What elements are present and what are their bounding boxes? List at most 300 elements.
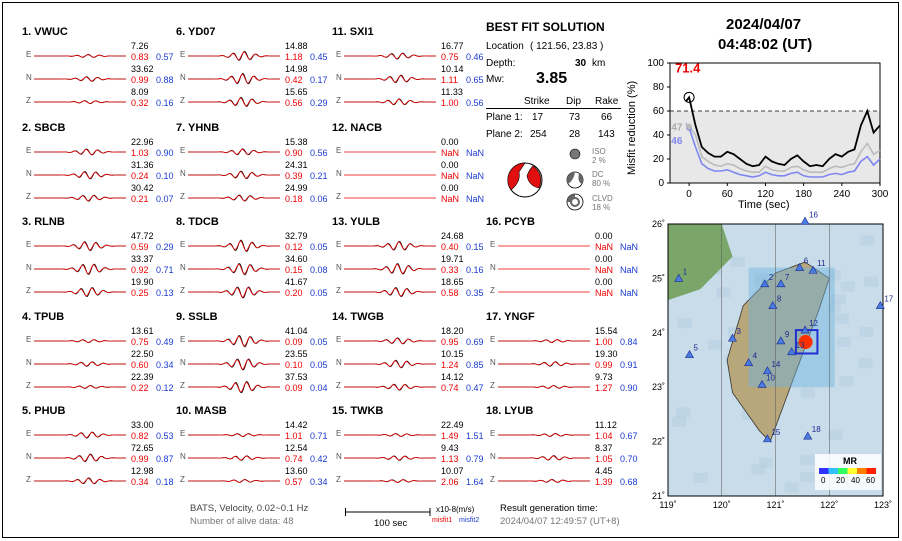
trace-row — [26, 87, 174, 112]
component-label: N — [336, 452, 342, 461]
waveform-trace — [188, 380, 280, 394]
misfit2-value: 0.68 — [620, 477, 638, 487]
colorbar-segment — [857, 468, 867, 474]
time-scale-bar — [345, 508, 431, 516]
component-label: E — [26, 50, 32, 59]
misfit1-value: 2.06 — [441, 477, 459, 487]
y-tick-label: 60 — [652, 106, 664, 117]
amplitude-value: 12.98 — [131, 466, 154, 476]
amplitude-value: 11.33 — [441, 87, 463, 97]
y-tick-label: 20 — [652, 154, 664, 165]
amplitude-value: 14.42 — [285, 420, 308, 430]
component-label: Z — [336, 192, 341, 201]
component-label: N — [336, 263, 342, 272]
waveform-trace — [188, 49, 280, 63]
misfit1-value: 1.49 — [441, 431, 459, 441]
misfit1-value: 0.83 — [131, 52, 149, 62]
waveform-trace — [34, 239, 126, 253]
misfit2-value: 0.16 — [466, 265, 484, 275]
component-label: E — [336, 146, 342, 155]
y-tick-label: 0 — [658, 178, 664, 189]
station-marker-label: 14 — [771, 359, 781, 369]
misfit1-value: 0.39 — [285, 171, 303, 181]
misfit2-value: NaN — [620, 288, 639, 298]
component-label: Z — [336, 475, 341, 484]
misfit2-value: 0.69 — [466, 337, 484, 347]
misfit1-value: 0.99 — [131, 454, 149, 464]
iso-value: 2 % — [592, 156, 606, 165]
amplitude-value: 0.00 — [441, 183, 459, 193]
x-tick-label: 180 — [795, 189, 812, 200]
misfit1-value: 0.56 — [285, 98, 303, 108]
amplitude-value: 0.00 — [595, 277, 613, 287]
misfit2-value: 0.65 — [466, 75, 484, 85]
station-name: 6. YD07 — [176, 26, 216, 38]
component-label: E — [336, 50, 342, 59]
trace-row — [490, 466, 638, 491]
waveform-trace — [34, 72, 126, 86]
waveform-trace — [34, 95, 126, 109]
clvd-label: CLVD — [592, 194, 613, 203]
chart-ylabel: Misfit reduction (%) — [626, 80, 638, 175]
waveform-trace — [34, 191, 126, 205]
waveform-trace — [344, 428, 436, 442]
col-dip: Dip — [566, 96, 582, 107]
amplitude-value: 41.67 — [285, 277, 308, 287]
iso-icon — [569, 148, 581, 160]
component-label: E — [180, 240, 186, 249]
waveform-trace — [34, 428, 126, 442]
component-label: N — [336, 73, 342, 82]
misfit2-value: 0.88 — [156, 75, 174, 85]
amplitude-value: 31.36 — [131, 160, 154, 170]
station-name: 7. YHNB — [176, 122, 220, 134]
station-marker-label: 9 — [784, 329, 790, 339]
component-label: Z — [180, 286, 185, 295]
lat-label: 22˚ — [651, 436, 665, 447]
amplitude-value: 13.60 — [285, 466, 308, 476]
misfit1-value: 0.75 — [441, 52, 459, 62]
data-source: BATS, Velocity, 0.02~0.1 Hz — [190, 503, 309, 514]
waveform-trace — [188, 239, 280, 253]
waveform-trace — [188, 168, 280, 182]
misfit1-value: 0.40 — [441, 242, 459, 252]
amplitude-value: 47.72 — [131, 231, 154, 241]
amplitude-value: 24.31 — [285, 160, 308, 170]
misfit1-value: 0.99 — [131, 75, 149, 85]
misfit2-value: 0.90 — [620, 383, 638, 393]
synthetic-waveform — [188, 434, 280, 437]
waveform-trace — [344, 357, 436, 371]
misfit2-value: 0.08 — [310, 265, 328, 275]
waveform-trace — [344, 451, 436, 465]
station-marker-label: 8 — [776, 294, 782, 304]
trace-row — [336, 183, 485, 208]
amplitude-value: 22.49 — [441, 420, 464, 430]
trace-row — [336, 277, 484, 302]
waveform-trace — [344, 49, 436, 63]
component-label: Z — [336, 381, 341, 390]
synthetic-waveform — [188, 456, 280, 460]
generation-time: 2024/04/07 12:49:57 (UT+8) — [500, 516, 620, 527]
misfit1-value: 0.09 — [285, 383, 303, 393]
x-tick-label: 240 — [833, 189, 851, 200]
misfit2-value: NaN — [620, 242, 639, 252]
waveform-trace — [498, 334, 590, 348]
station-name: 14. TWGB — [332, 311, 384, 323]
misfit2-value: 0.85 — [466, 360, 484, 370]
misfit1-value: 0.74 — [285, 454, 303, 464]
amplitude-value: 8.09 — [131, 87, 149, 97]
station-marker-label: 1 — [682, 267, 688, 277]
component-label: N — [180, 73, 186, 82]
misfit2-value: 0.12 — [156, 383, 174, 393]
component-label: Z — [26, 381, 31, 390]
amplitude-value: 23.55 — [285, 349, 308, 359]
misfit1-value: 0.10 — [285, 360, 303, 370]
component-label: Z — [180, 475, 185, 484]
misfit2-value: 0.15 — [466, 242, 484, 252]
synthetic-waveform — [188, 172, 280, 178]
synthetic-waveform — [344, 76, 436, 82]
misfit1-value: 1.01 — [285, 431, 303, 441]
synthetic-waveform — [344, 456, 436, 460]
misfit1-value: NaN — [595, 242, 614, 252]
amplitude-value: 10.14 — [441, 64, 464, 74]
synthetic-waveform — [188, 360, 280, 369]
misfit2-value: NaN — [466, 194, 485, 204]
waveform-trace — [34, 168, 126, 182]
misfit2-value: 0.10 — [156, 171, 174, 181]
waveform-trace — [34, 474, 126, 488]
plane2-strike: 254 — [530, 129, 547, 140]
misfit1-value: NaN — [441, 194, 460, 204]
clvd-value: 18 % — [592, 203, 611, 212]
misfit1-value: 0.82 — [131, 431, 149, 441]
component-label: E — [490, 240, 496, 249]
component-label: E — [336, 429, 342, 438]
plane2-label: Plane 2: — [486, 129, 523, 140]
waveform-trace — [498, 474, 590, 488]
waveform-trace — [188, 428, 280, 442]
waveform-trace — [498, 285, 590, 299]
misfit2-value: 0.57 — [156, 52, 174, 62]
component-label: E — [336, 335, 342, 344]
lon-label: 122˚ — [820, 500, 839, 510]
waveform-trace — [498, 262, 590, 276]
misfit2-value: NaN — [466, 148, 485, 158]
misfit2-value: 0.34 — [156, 360, 174, 370]
station-name: 13. YULB — [332, 216, 381, 228]
synthetic-waveform — [344, 361, 436, 367]
generation-label: Result generation time: — [500, 503, 598, 514]
synthetic-waveform — [188, 241, 280, 251]
component-label: E — [490, 429, 496, 438]
event-time: 04:48:02 (UT) — [718, 36, 813, 53]
synthetic-waveform — [344, 99, 436, 104]
component-label: E — [180, 335, 186, 344]
lat-label: 24˚ — [651, 327, 665, 338]
misfit2-value: 0.17 — [310, 75, 328, 85]
lat-label: 21˚ — [651, 491, 665, 501]
lat-label: 23˚ — [651, 382, 665, 393]
col-rake: Rake — [595, 96, 619, 107]
misfit1-value: NaN — [441, 148, 460, 158]
lon-label: 123˚ — [873, 500, 893, 510]
waveform-trace — [498, 357, 590, 371]
synthetic-waveform — [344, 338, 436, 343]
station-marker — [801, 217, 809, 224]
component-label: N — [336, 169, 342, 178]
synthetic-waveform — [34, 288, 126, 296]
station-marker-label: 18 — [811, 425, 821, 435]
waveform-trace — [344, 334, 436, 348]
plane2-rake: 143 — [598, 129, 615, 140]
component-label: N — [490, 263, 496, 272]
misfit1-value: 0.57 — [285, 477, 303, 487]
amplitude-value: 18.20 — [441, 326, 464, 336]
misfit1-value: 1.18 — [285, 52, 303, 62]
misfit1-value: NaN — [595, 265, 614, 275]
station-name: 3. RLNB — [22, 216, 65, 228]
lat-label: 26˚ — [651, 219, 665, 229]
misfit1-value: 0.59 — [131, 242, 149, 252]
waveform-trace — [188, 357, 280, 371]
misfit1-value: 0.74 — [441, 383, 459, 393]
misfit2-value: 0.21 — [310, 171, 328, 181]
chart-xlabel: Time (sec) — [738, 199, 790, 211]
misfit2-value: 0.87 — [156, 454, 174, 464]
misfit2-value: 0.46 — [466, 52, 484, 62]
waveform-trace — [34, 334, 126, 348]
misfit1-value: 0.42 — [285, 75, 303, 85]
colorbar-segment — [819, 468, 829, 474]
misfit2-value: 0.18 — [156, 477, 174, 487]
misfit1-value: 0.58 — [441, 288, 459, 298]
synthetic-waveform — [188, 98, 280, 106]
misfit2-value: 0.49 — [156, 337, 174, 347]
misfit1-value: 0.15 — [285, 265, 303, 275]
misfit1-value: 1.39 — [595, 477, 613, 487]
component-label: Z — [336, 286, 341, 295]
misfit2-value: NaN — [466, 171, 485, 181]
misfit1-value: 0.24 — [131, 171, 149, 181]
synthetic-waveform — [188, 288, 280, 297]
station-name: 4. TPUB — [22, 311, 65, 323]
colorbar-segment — [867, 468, 877, 474]
waveform-trace — [498, 380, 590, 394]
misfit2-value: NaN — [620, 265, 639, 275]
plane1-label: Plane 1: — [486, 112, 523, 123]
best-fit-title: BEST FIT SOLUTION — [486, 20, 605, 34]
x-tick-label: 120 — [757, 189, 774, 200]
component-label: N — [26, 169, 32, 178]
amplitude-value: 10.07 — [441, 466, 464, 476]
component-label: Z — [26, 475, 31, 484]
misfit2-value: 0.56 — [310, 148, 328, 158]
peak-label: 71.4 — [675, 60, 701, 76]
trace-row — [180, 277, 328, 302]
component-label: N — [26, 73, 32, 82]
component-label: E — [26, 429, 32, 438]
synthetic-waveform — [188, 480, 280, 483]
dc-value: 80 % — [592, 179, 611, 188]
station-name: 9. SSLB — [176, 311, 218, 323]
component-label: Z — [26, 286, 31, 295]
amplitude-value: 33.37 — [131, 254, 154, 264]
focal-mechanism-beachball — [505, 160, 545, 200]
synthetic-waveform — [344, 264, 436, 273]
misfit2-value: 0.35 — [466, 288, 484, 298]
component-label: N — [26, 263, 32, 272]
synthetic-waveform — [34, 149, 126, 154]
amplitude-value: 8.37 — [595, 443, 613, 453]
component-label: N — [180, 263, 186, 272]
misfit2-value: 0.29 — [310, 98, 328, 108]
misfit2-value: 0.29 — [156, 242, 174, 252]
waveform-trace — [188, 95, 280, 109]
waveform-trace — [344, 285, 436, 299]
station-name: 18. LYUB — [486, 405, 534, 417]
amplitude-value: 14.88 — [285, 41, 308, 51]
amplitude-value: 19.90 — [131, 277, 154, 287]
synthetic-waveform — [498, 362, 590, 366]
station-name: 15. TWKB — [332, 405, 384, 417]
misfit1-value: 0.34 — [131, 477, 149, 487]
waveform-trace — [344, 168, 436, 182]
misfit1-value: 0.95 — [441, 337, 459, 347]
dc-label: DC — [592, 170, 604, 179]
misfit2-value: 0.45 — [310, 52, 328, 62]
waveform-trace — [34, 285, 126, 299]
depth-value: 30 — [575, 58, 587, 69]
trace-row — [336, 87, 484, 112]
plane1-strike: 17 — [532, 112, 544, 123]
misfit2-value: 0.05 — [310, 288, 328, 298]
amplitude-value: 19.71 — [441, 254, 464, 264]
plane1-rake: 66 — [601, 112, 613, 123]
waveform-trace — [34, 357, 126, 371]
component-label: Z — [180, 381, 185, 390]
trace-row — [26, 277, 174, 302]
misfit1-value: 0.90 — [285, 148, 303, 158]
misfit1-value: 1.11 — [441, 75, 458, 85]
misfit-chart-svg — [630, 55, 900, 215]
amplitude-value: 19.30 — [595, 349, 618, 359]
amplitude-value: 22.50 — [131, 349, 154, 359]
misfit2-legend: misfit2 — [459, 517, 480, 524]
mw-label: Mw: — [486, 74, 505, 85]
component-label: E — [26, 146, 32, 155]
amplitude-value: 4.45 — [595, 466, 613, 476]
misfit2-value: 1.51 — [466, 431, 484, 441]
component-label: E — [26, 335, 32, 344]
amplitude-value: 24.68 — [441, 231, 464, 241]
component-label: E — [490, 335, 496, 344]
trace-row — [336, 466, 484, 491]
component-label: N — [180, 452, 186, 461]
synthetic-waveform — [188, 382, 280, 392]
misfit1-value: 0.92 — [131, 265, 149, 275]
amplitude-value: 14.12 — [441, 372, 464, 382]
amplitude-value: 14.98 — [285, 64, 308, 74]
location-value: ( 121.56, 23.83 ) — [530, 41, 604, 52]
misfit1-value: 0.75 — [131, 337, 149, 347]
misfit1-value: 0.20 — [285, 288, 303, 298]
trace-row — [490, 372, 638, 397]
misfit1-value: 0.21 — [131, 194, 149, 204]
station-marker-label: 6 — [803, 256, 809, 266]
waveform-trace — [188, 474, 280, 488]
misfit2-value: 0.34 — [310, 477, 328, 487]
colorbar-tick: 20 — [836, 476, 845, 485]
synthetic-waveform — [188, 149, 280, 154]
waveform-trace — [34, 145, 126, 159]
synthetic-waveform — [498, 434, 590, 437]
lon-label: 119˚ — [659, 500, 677, 510]
colorbar-tick: 40 — [851, 476, 860, 485]
misfit1-value: 1.05 — [595, 454, 613, 464]
component-label: Z — [336, 96, 341, 105]
station-name: 1. VWUC — [22, 26, 68, 38]
divider — [486, 108, 621, 109]
synthetic-waveform — [344, 54, 436, 59]
lon-label: 121˚ — [766, 500, 785, 510]
amplitude-value: 10.15 — [441, 349, 464, 359]
amplitude-unit: x10-8(m/s) — [436, 505, 475, 514]
misfit1-value: 1.03 — [131, 148, 149, 158]
synthetic-waveform — [34, 478, 126, 483]
component-label: Z — [490, 286, 495, 295]
waveform-trace — [188, 72, 280, 86]
depth-unit: km — [592, 58, 606, 69]
y-tick-label: 100 — [647, 58, 664, 69]
misfit1-value: 1.04 — [595, 431, 613, 441]
station-marker-label: 3 — [736, 327, 741, 337]
col-strike: Strike — [524, 96, 550, 107]
synthetic-waveform — [188, 74, 280, 83]
amplitude-value: 0.00 — [595, 254, 613, 264]
synthetic-waveform — [34, 432, 126, 437]
station-name: 5. PHUB — [22, 405, 66, 417]
clvd-icon — [565, 192, 585, 212]
synthetic-waveform — [34, 77, 126, 81]
component-label: N — [490, 452, 496, 461]
waveform-trace — [188, 334, 280, 348]
misfit2-value: 0.05 — [310, 337, 328, 347]
x-tick-label: 60 — [721, 189, 733, 200]
misfit1-value: 0.33 — [441, 265, 459, 275]
synthetic-waveform — [344, 480, 436, 483]
misfit2-value: 0.91 — [620, 360, 638, 370]
gray-marker — [686, 124, 692, 130]
station-marker-label: 13 — [795, 340, 805, 350]
component-label: Z — [490, 381, 495, 390]
colorbar-segment — [848, 468, 858, 474]
colorbar-title: MR — [843, 456, 857, 466]
amplitude-value: 22.39 — [131, 372, 154, 382]
trace-row — [336, 372, 484, 397]
amplitude-value: 7.26 — [131, 41, 149, 51]
amplitude-value: 0.00 — [595, 231, 613, 241]
waveform-trace — [344, 380, 436, 394]
amplitude-value: 34.60 — [285, 254, 308, 264]
dc-icon — [565, 170, 585, 190]
time-scale-label: 100 sec — [374, 518, 408, 529]
waveform-trace — [34, 451, 126, 465]
misfit1-value: 1.13 — [441, 454, 459, 464]
synthetic-waveform — [344, 288, 436, 296]
